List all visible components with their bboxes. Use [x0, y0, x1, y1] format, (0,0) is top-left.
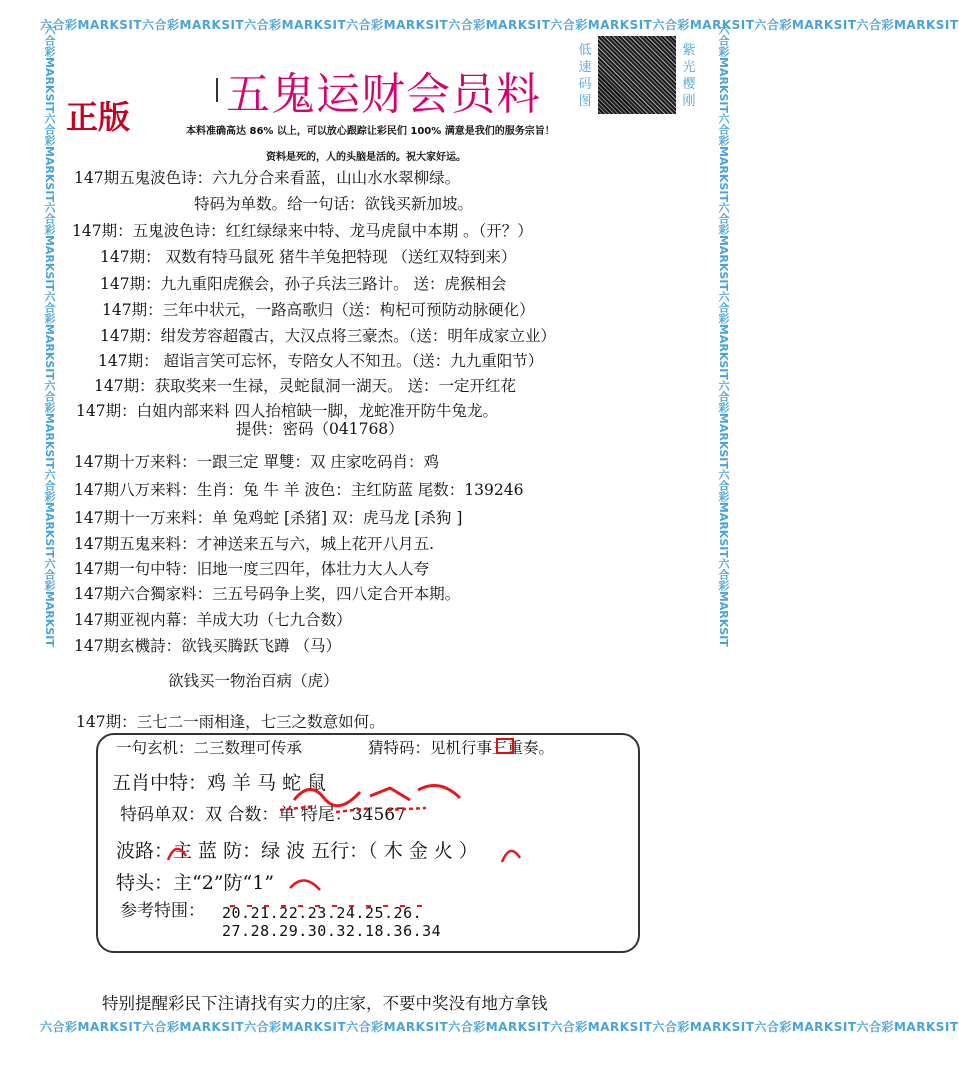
text-line: 提供：密码（041768） [236, 420, 404, 438]
text-line: 147期： 超诣言笑可忘怀，专陪女人不知丑。（送：九九重阳节） [98, 352, 544, 370]
box-row-head: 特头：主“2”防“1” [116, 872, 275, 894]
text-line: 147期八万来料：生肖：兔 牛 羊 波色：主红防蓝 尾数：139246 [74, 481, 524, 499]
page-title: 五鬼运财会员料 [226, 69, 541, 120]
text-line: 147期：绀发芳容超霞古，大汉点将三豪杰。（送：明年成家立业） [100, 327, 556, 345]
top-border-watermark: 六合彩MARKSIT六合彩MARKSIT六合彩MARKSIT六合彩MARKSIT六合彩MARKSIT六合彩MARKSIT六合彩MARKSIT六合彩MARKSIT六合彩MARKSIT [40, 18, 959, 32]
text-line: 147期玄機詩：欲钱买腾跃飞蹲 （马） [74, 637, 342, 655]
box-row-range-label: 参考特围： [120, 901, 205, 921]
text-line: 欲钱买一物治百病（虎） [168, 672, 339, 690]
header-subtitle-1: 本料准确高达 86% 以上，可以放心跟踪让彩民们 100% 满意是我们的服务宗旨！ [186, 126, 555, 137]
box-row-odd-even: 特码单双：双 合数：单 特尾：34567 [120, 805, 406, 825]
qr-left-tag: 低速码图 [578, 43, 592, 109]
box-row-riddle: 一句玄机：二三数理可传承 [116, 739, 303, 757]
title-bar-mark [216, 78, 218, 102]
box-row-guess: 猜特码：见机行事三重奏。 [368, 739, 555, 757]
text-line: 147期：三年中状元，一路高歌归（送：枸杞可预防动脉硬化） [102, 301, 535, 319]
text-line: 147期十万来料：一跟三定 單雙：双 庄家吃码肖：鸡 [74, 453, 439, 471]
header-subtitle-2: 资料是死的，人的头脑是活的。祝大家好运。 [266, 152, 466, 163]
red-scribble-mark [164, 836, 190, 866]
red-scribble-mark [276, 800, 436, 820]
right-border-watermark: 六合彩MARKSIT六合彩MARKSIT六合彩MARKSIT六合彩MARKSIT六合彩MARKSIT六合彩MARKSIT六合彩MARKSIT [717, 24, 730, 647]
text-line: 147期：九九重阳虎猴会，孙子兵法三路计。 送：虎猴相会 [100, 275, 507, 293]
red-scribble-mark [286, 868, 326, 898]
box-row-wave: 波路：主 蓝 防：绿 波 五行：（ 木 金 火 ） [116, 840, 478, 862]
text-line: 147期：白姐内部来料 四人抬棺缺一脚，龙蛇准开防牛兔龙。 [76, 402, 499, 420]
text-line: 147期六合獨家料：三五号码争上奖，四八定合开本期。 [74, 585, 461, 603]
box-row-zodiac: 五肖中特：鸡 羊 马 蛇 鼠 [112, 772, 327, 794]
text-line: 147期：获取奖来一生禄，灵蛇鼠洞一湖天。 送：一定开红花 [94, 377, 517, 395]
text-line: 147期五鬼来料：才神送来五与六，城上花开八月五. [74, 535, 435, 553]
bottom-border-watermark: 六合彩MARKSIT六合彩MARKSIT六合彩MARKSIT六合彩MARKSIT六合彩MARKSIT六合彩MARKSIT六合彩MARKSIT六合彩MARKSIT六合彩MARKSIT [40, 1020, 959, 1034]
red-stamp-mark [496, 738, 514, 754]
text-line: 147期：三七二一雨相逢，七三之数意如何。 [76, 713, 385, 731]
text-line: 147期亚视内幕：羊成大功（七九合数） [74, 611, 352, 629]
footer-notice: 特别提醒彩民下注请找有实力的庄家，不要中奖没有地方拿钱 [102, 994, 548, 1013]
text-line: 147期一句中特：旧地一度三四年，体壮力大人人夸 [74, 560, 430, 578]
red-scribble-mark [226, 900, 436, 912]
text-line: 147期：五鬼波色诗：红红绿绿来中特、龙马虎鼠中本期 。（开？） [72, 222, 533, 240]
box-range-numbers-1: 20.21.22.23.24.25.26. [222, 904, 423, 922]
zhengban-label: 正版 [66, 98, 131, 136]
text-line: 147期五鬼波色诗：六九分合来看蓝，山山水水翠柳绿。 [74, 169, 461, 187]
qr-code-image [598, 36, 676, 114]
red-scribble-mark [498, 838, 524, 868]
qr-right-tag: 紫光樱刚 [682, 43, 696, 109]
left-border-watermark: 六合彩MARKSIT六合彩MARKSIT六合彩MARKSIT六合彩MARKSIT六合彩MARKSIT六合彩MARKSIT六合彩MARKSIT [43, 24, 56, 647]
text-line: 147期十一万来料：单 兔鸡蛇 [杀猪] 双：虎马龙 [杀狗 ] [74, 509, 463, 527]
text-line: 特码为单数。给一句话：欲钱买新加坡。 [194, 195, 474, 213]
text-line: 147期： 双数有特马鼠死 猪牛羊兔把特现 （送红双特到来） [100, 248, 517, 266]
box-range-numbers-2: 27.28.29.30.32.18.36.34 [222, 922, 442, 940]
